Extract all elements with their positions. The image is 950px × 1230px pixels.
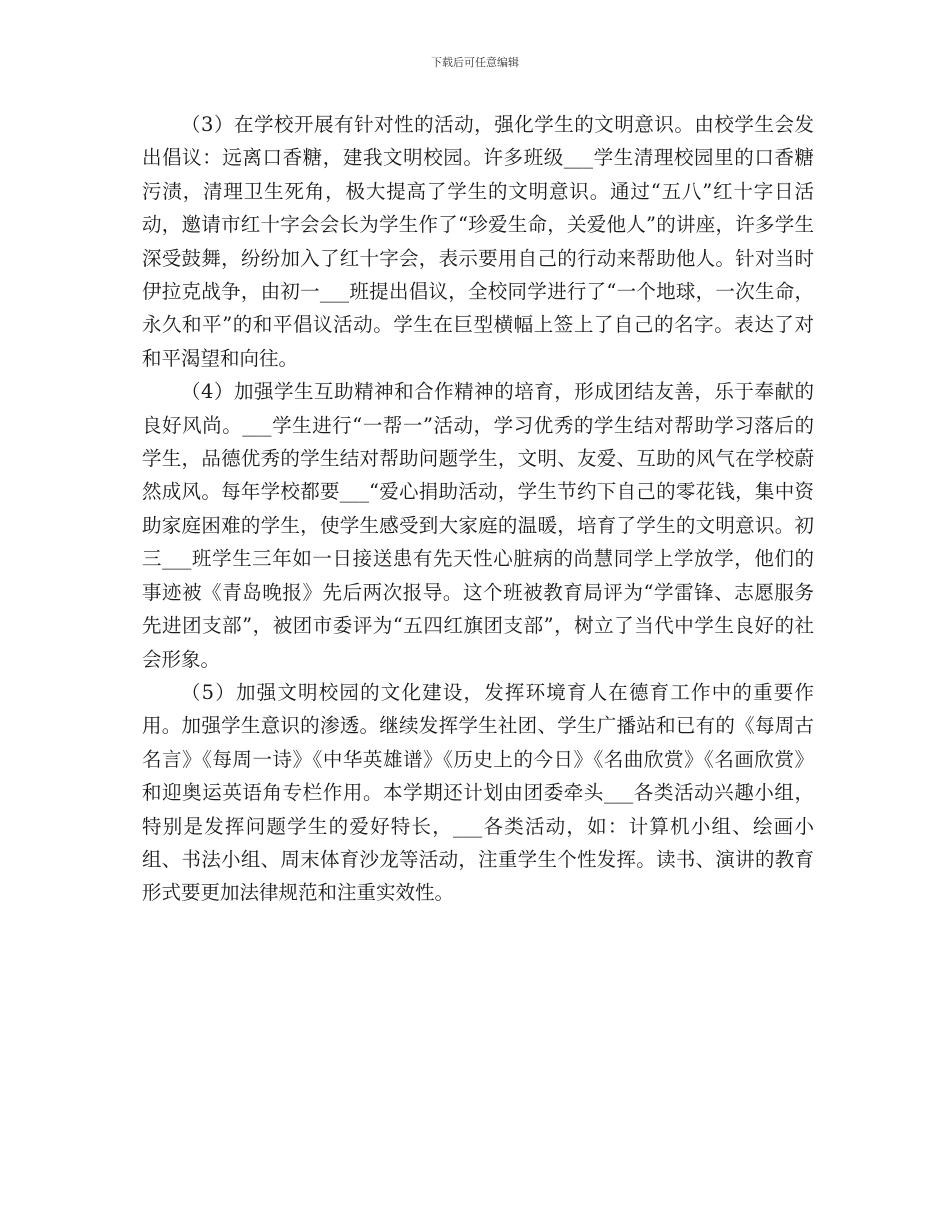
paragraph-3: （3）在学校开展有针对性的活动，强化学生的文明意识。由校学生会发出倡议：远离口香糖，建我文明校园。许多班级___学生清理校园里的口香糖污渍，清理卫生死角，极大提高了学生的文明意识。通过“五八”红十字日活动，邀请市红十字会会长为学生作了“珍爱生命，关爱他人”的讲座，许多学生深受鼓舞，纷纷加入了红十字会，表示要用自己的行动来帮助他人。针对当时伊拉克战争，由初一___班提出倡议，全校同学进行了“一个地球，一次生命，永久和平”的和平倡议活动。学生在巨型横幅上签上了自己的名字。表达了对和平渴望和向往。: [142, 113, 814, 370]
page-header: 下载后可任意编辑: [431, 56, 519, 69]
document-body: [142, 108, 814, 910]
paragraph-5: （5）加强文明校园的文化建设，发挥环境育人在德育工作中的重要作用。加强学生意识的渗透。继续发挥学生社团、学生广播站和已有的《每周古名言》《每周一诗》《中华英雄谱》《历史上的今日》《名曲欣赏》《名画欣赏》和迎奥运英语角专栏作用。本学期还计划由团委牵头___各类活动兴趣小组，特别是发挥问题学生的爱好特长，___各类活动，如：计算机小组、绘画小组、书法小组、周末体育沙龙等活动，注重学生个性发挥。读书、演讲的教育形式要更加法律规范和注重实效性。: [142, 680, 814, 905]
paragraph-4: （4）加强学生互助精神和合作精神的培育，形成团结友善，乐于奉献的良好风尚。___学生进行“一帮一”活动，学习优秀的学生结对帮助学习落后的学生，品德优秀的学生结对帮助问题学生，文明、友爱、互助的风气在学校蔚然成风。每年学校都要___“爱心捐助活动，学生节约下自己的零花钱，集中资助家庭困难的学生，使学生感受到大家庭的温暖，培育了学生的文明意识。初三___班学生三年如一日接送患有先天性心脏病的尚慧同学上学放学，他们的事迹被《青岛晚报》先后两次报导。这个班被教育局评为“学雷锋、志愿服务先进团支部”，被团市委评为“五四红旗团支部”，树立了当代中学生良好的社会形象。: [142, 380, 814, 671]
